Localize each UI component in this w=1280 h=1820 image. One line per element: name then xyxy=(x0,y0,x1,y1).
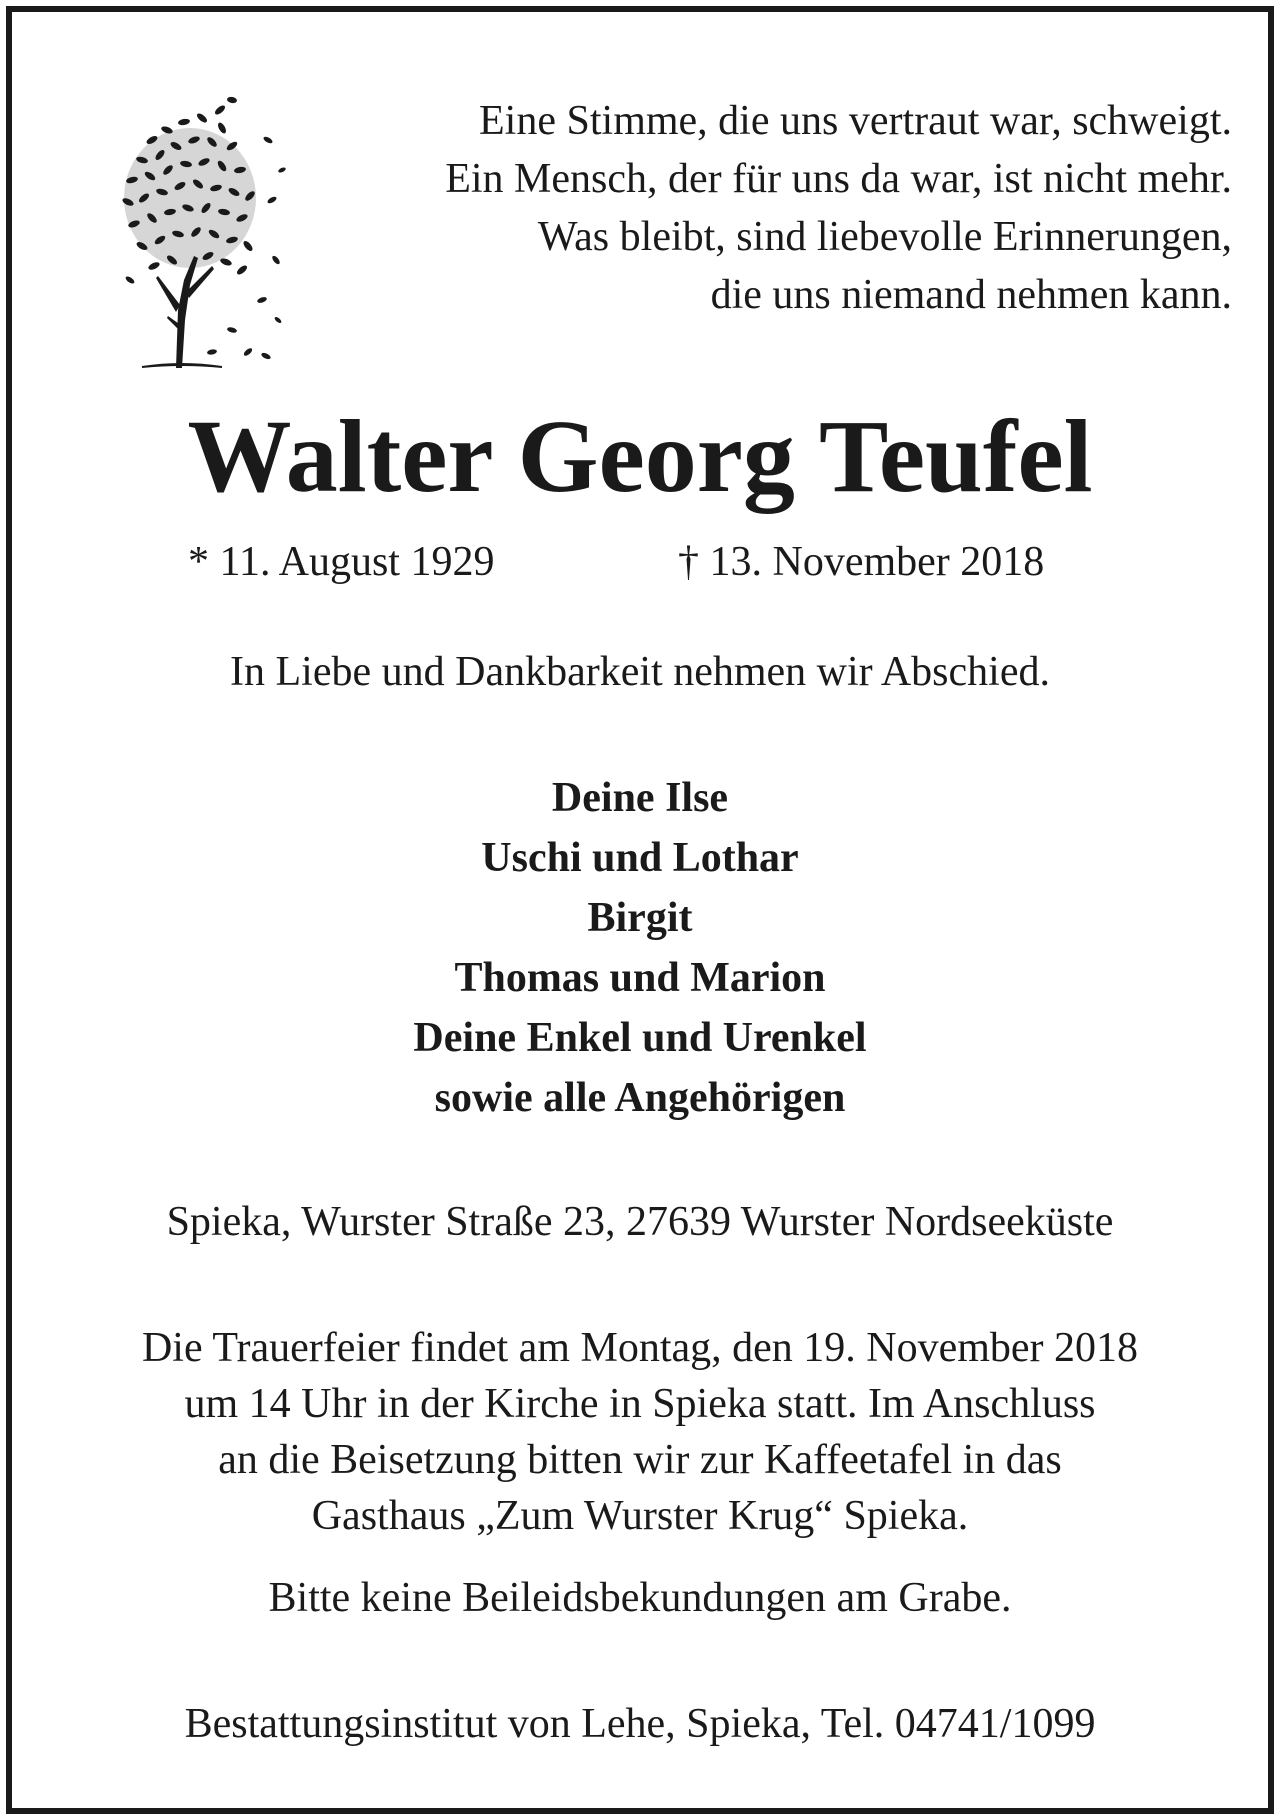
mourner: sowie alle Angehörigen xyxy=(434,1075,846,1121)
deceased-name: Walter Georg Teufel xyxy=(187,399,1093,514)
poem-line: Was bleibt, sind liebevolle Erinnerungen, xyxy=(537,214,1232,260)
no-condolences-note: Bitte keine Beileidsbekundungen am Grabe. xyxy=(268,1575,1012,1621)
mourner: Deine Ilse xyxy=(551,775,729,821)
poem xyxy=(445,92,1232,324)
birth-date: * 11. August 1929 xyxy=(188,539,495,585)
service-line: um 14 Uhr in der Kirche in Spieka statt. Im Anschluss xyxy=(184,1381,1096,1427)
obituary-frame xyxy=(6,6,1274,1814)
undertaker-contact: Bestattungsinstitut von Lehe, Spieka, Tel. 04741/1099 xyxy=(184,1701,1096,1747)
poem-line: Eine Stimme, die uns vertraut war, schweigt. xyxy=(479,98,1232,144)
service-line: an die Beisetzung bitten wir zur Kaffeetafel in das xyxy=(218,1437,1062,1483)
mourners-list xyxy=(12,768,1268,1128)
tree-icon xyxy=(72,80,292,370)
poem-line: Ein Mensch, der für uns da war, ist nicht mehr. xyxy=(445,156,1232,202)
family-address: Spieka, Wurster Straße 23, 27639 Wurster Nordseeküste xyxy=(166,1199,1114,1245)
death-date: † 13. November 2018 xyxy=(678,539,1045,585)
funeral-service-info xyxy=(12,1320,1268,1544)
mourner: Birgit xyxy=(587,895,693,941)
farewell-text: In Liebe und Dankbarkeit nehmen wir Abschied. xyxy=(230,649,1050,695)
mourner: Uschi und Lothar xyxy=(481,835,799,881)
service-line: Gasthaus „Zum Wurster Krug“ Spieka. xyxy=(311,1493,969,1539)
mourner: Thomas und Marion xyxy=(454,955,826,1001)
service-line: Die Trauerfeier findet am Montag, den 19. November 2018 xyxy=(141,1325,1139,1371)
poem-line: die uns niemand nehmen kann. xyxy=(710,272,1232,318)
mourner: Deine Enkel und Urenkel xyxy=(413,1015,867,1061)
